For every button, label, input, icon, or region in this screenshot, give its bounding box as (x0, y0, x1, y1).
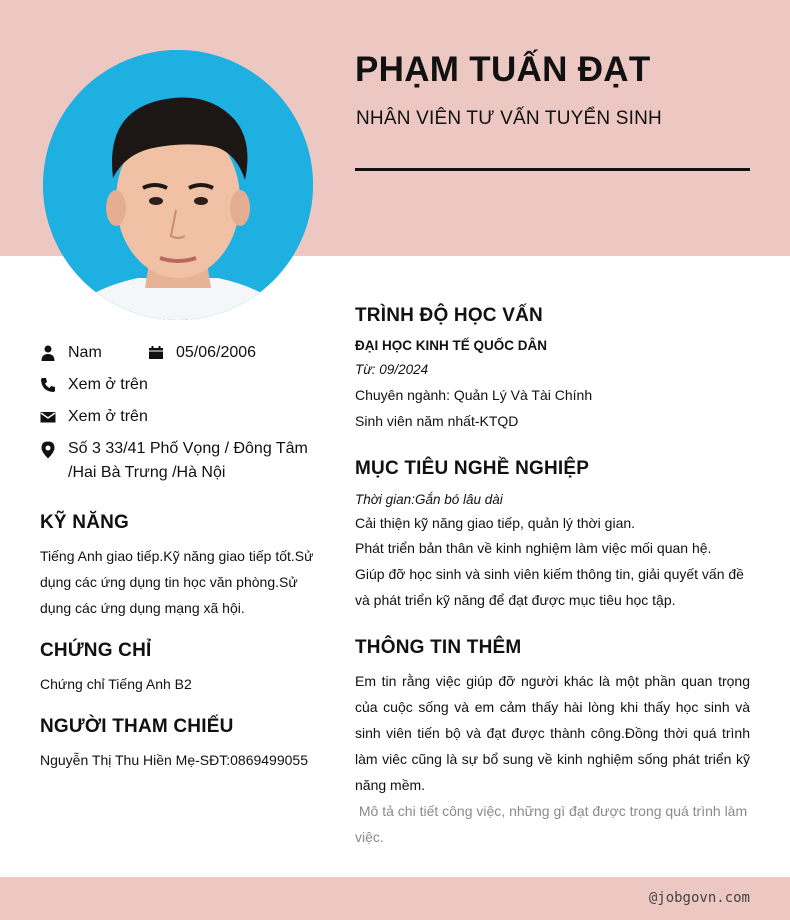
education-period: Từ: 09/2024 (355, 362, 429, 377)
candidate-name: PHẠM TUẤN ĐẠT (355, 50, 651, 89)
extra-line: Em tin rằng việc giúp đỡ người khác là một phần quan trọng (355, 673, 750, 689)
objective-line-3: Giúp đỡ học sinh và sinh viên kiếm thông tin, giải quyết vấn đề (355, 566, 744, 582)
skills-line: dụng các ứng dụng mạng xã hội. (40, 600, 245, 616)
email-value: Xem ở trên (68, 408, 148, 425)
address-line-1: Số 3 33/41 Phố Vọng / Đông Tâm (68, 440, 308, 457)
person-icon (40, 345, 56, 361)
certificates-title: CHỨNG CHỈ (40, 640, 152, 661)
footer-brand: @jobgovn.com (648, 890, 750, 906)
phone-icon (40, 377, 56, 393)
extra-line: năng mềm. (355, 777, 426, 793)
extra-placeholder-line: việc. (355, 829, 384, 845)
references-title: NGƯỜI THAM CHIẾU (40, 716, 234, 737)
extra-placeholder-line: Mô tả chi tiết công việc, những gì đạt được trong quá trình làm (355, 803, 748, 819)
education-school: ĐẠI HỌC KINH TẾ QUỐC DÂN (355, 338, 547, 353)
calendar-icon (148, 345, 164, 361)
skills-line: Tiếng Anh giao tiếp.Kỹ năng giao tiếp tốt.Sử (40, 548, 314, 564)
objective-line-2: Phát triển bản thân về kinh nghiệm làm việc mối quan hệ. (355, 540, 712, 556)
header-divider (355, 168, 750, 171)
mail-icon (40, 409, 56, 425)
objective-line-1: Cải thiện kỹ năng giao tiếp, quản lý thời gian. (355, 515, 636, 531)
extra-line: làm viêc cũng là sự bổ sung về kinh nghiệm sống phát triển kỹ (355, 751, 750, 767)
objective-line-4: và phát triển kỹ năng để đạt được mục tiêu học tập. (355, 592, 676, 608)
job-title: NHÂN VIÊN TƯ VẤN TUYỂN SINH (356, 108, 662, 129)
references-text: Nguyễn Thị Thu Hiền Mẹ-SĐT:0869499055 (40, 752, 308, 768)
gender-value: Nam (68, 344, 102, 361)
extra-line: của cuộc sống và em cảm thấy hài lòng khi thấy học sinh và (355, 699, 750, 715)
location-icon (40, 441, 56, 457)
skills-text (40, 543, 320, 621)
education-note: Sinh viên năm nhất-KTQD (355, 413, 519, 429)
objective-period: Thời gian:Gắn bó lâu dài (355, 492, 503, 507)
certificates-text: Chứng chỉ Tiếng Anh B2 (40, 676, 192, 692)
extra-text (355, 668, 750, 850)
profile-photo (43, 50, 313, 320)
extra-title: THÔNG TIN THÊM (355, 637, 522, 658)
extra-line: sinh viên tiến bộ và đạt được thành công.Đồng thời quá trình (355, 725, 750, 741)
education-major: Chuyên ngành: Quản Lý Và Tài Chính (355, 387, 593, 403)
phone-value: Xem ở trên (68, 376, 148, 393)
address-line-2: /Hai Bà Trưng /Hà Nội (68, 464, 226, 481)
birthdate-value: 05/06/2006 (176, 344, 257, 361)
education-title: TRÌNH ĐỘ HỌC VẤN (355, 305, 543, 326)
objective-title: MỤC TIÊU NGHỀ NGHIỆP (355, 458, 590, 479)
skills-title: KỸ NĂNG (40, 512, 130, 533)
skills-line: dụng các ứng dụng tin học văn phòng.Sử (40, 574, 298, 590)
